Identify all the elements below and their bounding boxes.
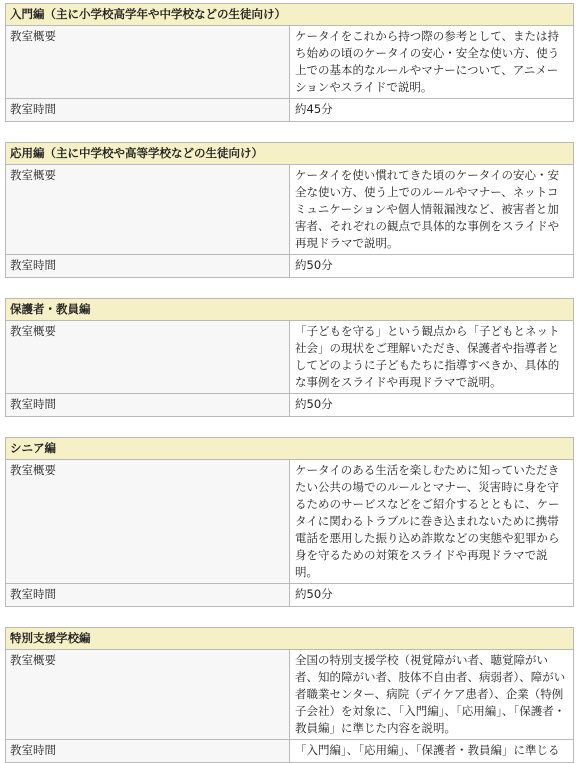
course-table [5, 3, 574, 122]
overview-label: 教室概要 [6, 650, 290, 740]
overview-label: 教室概要 [6, 165, 290, 255]
course-heading: 特別支援学校編 [6, 628, 574, 650]
time-label: 教室時間 [6, 394, 290, 417]
time-value: 約50分 [290, 394, 574, 417]
course-heading: 入門編（主に小学校高学年や中学校などの生徒向け） [6, 4, 574, 26]
time-label: 教室時間 [6, 99, 290, 122]
course-section-intro [5, 3, 575, 122]
course-section-special-support [5, 627, 575, 763]
time-value: 約45分 [290, 99, 574, 122]
overview-text: 「子どもを守る」という観点から「子どもとネット社会」の現状をご理解いただき、保護者や指導者としてどのように子どもたちに指導すべきか、具体的な事例をスライドや再現ドラマで説明。 [290, 321, 574, 394]
time-label: 教室時間 [6, 740, 290, 763]
time-label: 教室時間 [6, 255, 290, 278]
overview-text: 全国の特別支援学校（視覚障がい者、聴覚障がい者、知的障がい者、肢体不自由者、病弱者）、障がい者職業センター、病院（デイケア患者）、企業（特例子会社）を対象に、「入門編」、「応用編」、「保護者・教員編」に準じた内容を説明。 [290, 650, 574, 740]
time-value: 「入門編」、「応用編」、「保護者・教員編」に準じる [290, 740, 574, 763]
course-table [5, 627, 574, 763]
overview-label: 教室概要 [6, 26, 290, 99]
course-table [5, 437, 574, 607]
overview-label: 教室概要 [6, 321, 290, 394]
course-section-parents-teachers [5, 298, 575, 417]
course-table [5, 298, 574, 417]
overview-text: ケータイを使い慣れてきた頃のケータイの安心・安全な使い方、使う上でのルールやマナー、ネットコミュニケーションや個人情報漏洩など、被害者と加害者、それぞれの観点で具体的な事例をスライドや再現ドラマで説明。 [290, 165, 574, 255]
course-section-advanced [5, 142, 575, 278]
course-heading: シニア編 [6, 438, 574, 460]
overview-text: ケータイをこれから持つ際の参考として、または持ち始めの頃のケータイの安心・安全な使い方、使う上での基本的なルールやマナーについて、アニメーションやスライドで説明。 [290, 26, 574, 99]
overview-text: ケータイのある生活を楽しむために知っていただきたい公共の場でのルールとマナー、災害時に身を守るためのサービスなどをご紹介するとともに、ケータイに関わるトラブルに巻き込まれないために携帯電話を悪用した振り込め詐欺などの実態や犯罪から身を守るための対策をスライドや再現ドラマで説明。 [290, 460, 574, 584]
course-heading: 保護者・教員編 [6, 299, 574, 321]
course-table [5, 142, 574, 278]
course-heading: 応用編（主に中学校や高等学校などの生徒向け） [6, 143, 574, 165]
overview-label: 教室概要 [6, 460, 290, 584]
time-value: 約50分 [290, 584, 574, 607]
time-label: 教室時間 [6, 584, 290, 607]
course-section-senior [5, 437, 575, 607]
time-value: 約50分 [290, 255, 574, 278]
